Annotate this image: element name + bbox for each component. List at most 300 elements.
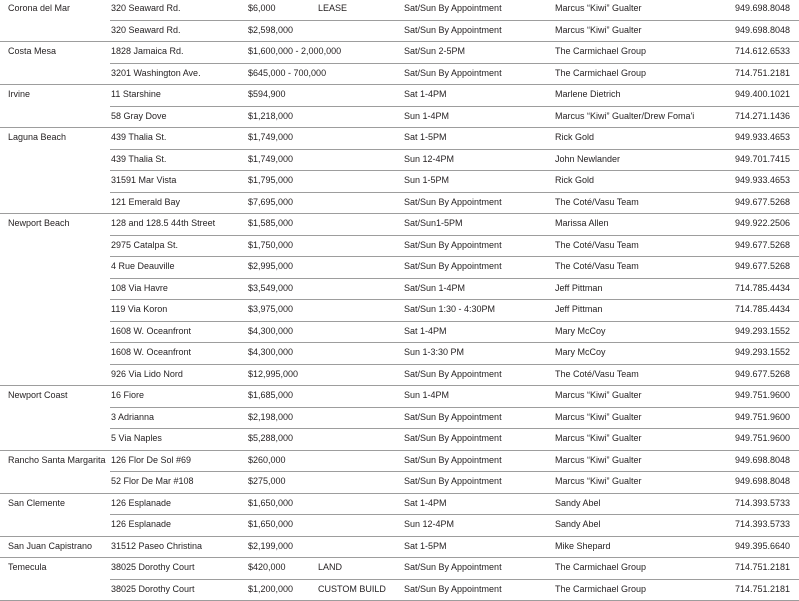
listing-open-house-time (404, 20, 555, 42)
listing-address-text: 38025 Dorothy Court (111, 562, 195, 572)
listing-type (318, 300, 404, 322)
listing-phone (723, 20, 799, 42)
listing-agent-text: Rick Gold (555, 132, 595, 142)
listing-open-house-time-text: Sun 12-4PM (404, 153, 455, 164)
listing-open-house-time (404, 106, 555, 128)
listing-open-house-time-text: Sat/Sun By Appointment (404, 261, 502, 271)
listing-phone-text: 714.785.4434 (735, 304, 791, 314)
listing-phone-text: 949.400.1021 (735, 89, 791, 99)
listing-phone-text: 949.933.4653 (735, 132, 791, 142)
listing-address-text: 31591 Mar Vista (111, 175, 177, 185)
listing-city (0, 128, 110, 150)
listing-open-house-time (404, 42, 555, 64)
listing-price (248, 536, 318, 558)
listing-price (248, 171, 318, 193)
listing-phone-text: 949.677.5268 (735, 239, 791, 250)
listing-address (110, 536, 248, 558)
listing-city-text: San Juan Capistrano (8, 540, 93, 551)
listing-price (248, 343, 318, 365)
listing-price-text: $1,650,000 (248, 497, 294, 508)
listing-address (110, 85, 248, 107)
listing-address-text: 52 Flor De Mar #108 (111, 476, 194, 486)
listing-address-text: 320 Seaward Rd. (111, 24, 181, 35)
table-row (0, 214, 799, 236)
listing-address-text: 3201 Washington Ave. (111, 67, 201, 78)
listing-type-text (318, 515, 404, 519)
listing-price (248, 407, 318, 429)
listing-phone (723, 429, 799, 451)
listing-type-text (318, 343, 404, 347)
listing-address-text: 126 Flor De Sol #69 (111, 454, 192, 465)
listing-address-text: 439 Thalia St. (111, 132, 167, 142)
listing-agent (555, 171, 723, 193)
table-row (0, 235, 799, 257)
listing-agent (555, 536, 723, 558)
listing-price (248, 472, 318, 494)
listing-agent-text: Marcus “Kiwi” Gualter (555, 454, 642, 465)
table-row (0, 429, 799, 451)
listing-phone-text: 714.751.2181 (735, 583, 791, 594)
listing-agent (555, 128, 723, 150)
listing-city-text: Corona del Mar (8, 3, 71, 13)
listing-city (0, 257, 110, 279)
listing-phone-text: 714.785.4434 (735, 282, 791, 293)
table-row (0, 472, 799, 494)
listing-open-house-time-text: Sat 1-4PM (404, 89, 447, 99)
listing-price-text: $594,900 (248, 89, 286, 99)
listing-agent-text: The Coté/Vasu Team (555, 239, 639, 250)
listing-city-text: Temecula (8, 562, 47, 572)
listing-city-text (8, 257, 110, 261)
listing-address-text: 1608 W. Oceanfront (111, 325, 192, 336)
listing-agent-text: Marcus “Kiwi” Gualter (555, 476, 642, 486)
listing-price (248, 149, 318, 171)
listing-city-text (8, 472, 110, 476)
listing-address-text: 38025 Dorothy Court (111, 583, 195, 594)
listing-address (110, 63, 248, 85)
listing-open-house-time (404, 278, 555, 300)
table-row (0, 386, 799, 408)
listing-phone (723, 63, 799, 85)
listing-address (110, 128, 248, 150)
listing-city (0, 214, 110, 236)
listing-price-text: $1,749,000 (248, 153, 294, 164)
listing-open-house-time (404, 63, 555, 85)
listing-open-house-time-text: Sat/Sun By Appointment (404, 24, 502, 35)
listing-price (248, 257, 318, 279)
listing-city (0, 579, 110, 601)
listing-type-text (318, 279, 404, 283)
listing-address-text: 2975 Catalpa St. (111, 239, 179, 250)
listing-agent (555, 63, 723, 85)
listing-phone-text: 949.395.6640 (735, 540, 791, 551)
listing-phone-text: 949.698.8048 (735, 24, 791, 35)
table-row (0, 364, 799, 386)
listing-phone-text: 714.393.5733 (735, 497, 791, 508)
listing-agent (555, 321, 723, 343)
listing-open-house-time (404, 364, 555, 386)
listing-open-house-time-text: Sat/Sun By Appointment (404, 583, 502, 594)
listing-price (248, 192, 318, 214)
listing-type (318, 20, 404, 42)
listing-type-text (318, 429, 404, 433)
listing-address-text: 126 Esplanade (111, 497, 172, 508)
listing-open-house-time (404, 407, 555, 429)
listing-agent (555, 386, 723, 408)
listing-address-text: 926 Via Lido Nord (111, 368, 183, 379)
listing-city (0, 429, 110, 451)
table-row (0, 149, 799, 171)
listing-address (110, 364, 248, 386)
listing-open-house-time (404, 0, 555, 20)
listing-type (318, 493, 404, 515)
listing-address (110, 300, 248, 322)
listing-address (110, 386, 248, 408)
listing-open-house-time (404, 300, 555, 322)
listing-city (0, 493, 110, 515)
listing-city (0, 472, 110, 494)
table-row (0, 42, 799, 64)
listing-phone (723, 300, 799, 322)
listing-open-house-time (404, 579, 555, 601)
listing-price (248, 450, 318, 472)
listing-city-text (8, 407, 110, 411)
listing-city-text: Rancho Santa Margarita (8, 454, 106, 465)
listing-type-text (318, 386, 404, 390)
listing-price-text: $7,695,000 (248, 196, 294, 207)
listing-address (110, 20, 248, 42)
listing-open-house-time (404, 472, 555, 494)
listing-price (248, 20, 318, 42)
listing-type (318, 171, 404, 193)
listing-agent-text: Marlene Dietrich (555, 89, 621, 99)
listing-price-text: $1,650,000 (248, 519, 294, 529)
listing-phone-text: 949.677.5268 (735, 368, 791, 379)
listing-address (110, 235, 248, 257)
listing-open-house-time (404, 321, 555, 343)
listing-type-text (318, 193, 404, 197)
listing-address (110, 343, 248, 365)
listing-type (318, 235, 404, 257)
listing-phone (723, 85, 799, 107)
listing-agent-text: Mike Shepard (555, 540, 611, 551)
listing-city (0, 407, 110, 429)
table-row (0, 579, 799, 601)
listing-agent (555, 450, 723, 472)
listing-phone-text: 949.677.5268 (735, 261, 791, 271)
listing-agent-text: Sandy Abel (555, 497, 601, 508)
listing-phone (723, 257, 799, 279)
listing-open-house-time-text: Sun 1-4PM (404, 390, 450, 400)
listing-type (318, 149, 404, 171)
table-row (0, 343, 799, 365)
listing-type (318, 343, 404, 365)
listing-phone (723, 536, 799, 558)
listing-price-text: $2,995,000 (248, 261, 294, 271)
listing-price-text: $12,995,000 (248, 368, 299, 379)
listing-phone-text: 949.751.9600 (735, 390, 791, 400)
listing-agent (555, 472, 723, 494)
listing-open-house-time (404, 493, 555, 515)
listing-city-text: Costa Mesa (8, 46, 57, 56)
listing-city-text (8, 235, 110, 239)
listing-phone (723, 235, 799, 257)
listing-open-house-time (404, 429, 555, 451)
listing-address (110, 0, 248, 20)
listing-open-house-time (404, 214, 555, 236)
listing-city (0, 278, 110, 300)
listing-phone-text: 949.922.2506 (735, 218, 791, 228)
listing-agent-text: The Carmichael Group (555, 562, 647, 572)
listing-address (110, 149, 248, 171)
listing-city (0, 63, 110, 85)
listing-type-text (318, 472, 404, 476)
listing-address (110, 429, 248, 451)
listing-address (110, 558, 248, 580)
listing-agent-text: The Carmichael Group (555, 67, 647, 78)
listing-type-text (318, 214, 404, 218)
listing-address-text: 108 Via Havre (111, 282, 168, 293)
listing-address (110, 321, 248, 343)
listing-price (248, 579, 318, 601)
listing-type (318, 85, 404, 107)
listing-type-text (318, 257, 404, 261)
listing-price-text: $260,000 (248, 454, 286, 465)
listing-open-house-time-text: Sat/Sun By Appointment (404, 476, 502, 486)
listing-type-text (318, 171, 404, 175)
listing-phone (723, 0, 799, 20)
listing-open-house-time (404, 192, 555, 214)
listing-type (318, 429, 404, 451)
listing-phone (723, 128, 799, 150)
listing-price-text: $1,218,000 (248, 110, 294, 121)
listing-phone (723, 472, 799, 494)
listing-open-house-time-text: Sat/Sun 2-5PM (404, 46, 466, 56)
listing-type-text (318, 107, 404, 111)
listing-open-house-time-text: Sat/Sun By Appointment (404, 196, 502, 207)
listing-city-text: Laguna Beach (8, 132, 67, 142)
listing-agent (555, 493, 723, 515)
listing-agent (555, 42, 723, 64)
listing-agent-text: Rick Gold (555, 175, 595, 185)
table-row (0, 85, 799, 107)
listing-type-text (318, 150, 404, 154)
listing-city-text: Newport Coast (8, 390, 68, 400)
listing-agent (555, 85, 723, 107)
listing-city (0, 450, 110, 472)
listing-type (318, 128, 404, 150)
listing-type-text (318, 21, 404, 25)
listing-type-text (318, 537, 404, 541)
listing-price-text: $1,600,000 - 2,000,000 (248, 46, 342, 56)
listing-type (318, 579, 404, 601)
listing-price-text: $3,549,000 (248, 282, 294, 293)
listing-city (0, 149, 110, 171)
listing-open-house-time (404, 536, 555, 558)
listing-price (248, 106, 318, 128)
listing-city (0, 321, 110, 343)
listing-agent (555, 0, 723, 20)
listing-address (110, 515, 248, 537)
listing-type-text (318, 300, 404, 304)
table-row (0, 0, 799, 20)
listing-phone (723, 450, 799, 472)
listing-phone-text: 949.677.5268 (735, 196, 791, 207)
listing-agent (555, 407, 723, 429)
table-row (0, 515, 799, 537)
table-row (0, 450, 799, 472)
listing-price-text: $3,975,000 (248, 304, 294, 314)
listing-type (318, 278, 404, 300)
listing-phone (723, 106, 799, 128)
listing-city-text (8, 20, 110, 24)
listing-price-text: $275,000 (248, 476, 286, 486)
listing-city-text (8, 106, 110, 110)
listing-phone (723, 343, 799, 365)
listing-address (110, 493, 248, 515)
listing-type (318, 386, 404, 408)
table-row (0, 536, 799, 558)
table-row (0, 192, 799, 214)
listing-city (0, 0, 110, 20)
listing-phone (723, 171, 799, 193)
listing-agent-text: Marcus “Kiwi” Gualter (555, 390, 642, 400)
listing-price (248, 0, 318, 20)
listing-type-text: LEASE (318, 3, 348, 13)
listing-city (0, 515, 110, 537)
table-row (0, 63, 799, 85)
listing-price (248, 558, 318, 580)
listing-agent-text: Marcus “Kiwi” Gualter/Drew Foma'i (555, 110, 695, 121)
listing-price (248, 493, 318, 515)
listing-price (248, 321, 318, 343)
listing-address-text: 16 Fiore (111, 390, 145, 400)
listing-price-text: $420,000 (248, 562, 286, 572)
listing-city (0, 300, 110, 322)
listing-type-text (318, 494, 404, 498)
listing-city (0, 343, 110, 365)
listing-price (248, 128, 318, 150)
listing-type (318, 214, 404, 236)
listing-agent (555, 257, 723, 279)
listing-type-text (318, 64, 404, 68)
listing-open-house-time (404, 149, 555, 171)
listing-open-house-time (404, 450, 555, 472)
listing-phone-text: 949.293.1552 (735, 347, 791, 357)
listing-open-house-time-text: Sat/Sun By Appointment (404, 562, 502, 572)
listing-agent-text: Mary McCoy (555, 325, 606, 336)
listing-price (248, 300, 318, 322)
listing-agent-text: Marcus “Kiwi” Gualter (555, 3, 642, 13)
listing-agent (555, 300, 723, 322)
listing-address-text: 119 Via Koron (111, 304, 168, 314)
listing-agent (555, 429, 723, 451)
listing-address-text: 4 Rue Deauville (111, 261, 175, 271)
listing-price-text: $1,795,000 (248, 175, 294, 185)
listing-address (110, 579, 248, 601)
listing-open-house-time-text: Sat/Sun By Appointment (404, 411, 502, 422)
listing-price-text: $4,300,000 (248, 325, 294, 336)
listing-phone (723, 579, 799, 601)
listing-open-house-time-text: Sat/Sun By Appointment (404, 239, 502, 250)
listing-price (248, 364, 318, 386)
listing-city (0, 536, 110, 558)
listing-phone-text: 949.933.4653 (735, 175, 791, 185)
listing-phone (723, 364, 799, 386)
listing-type (318, 106, 404, 128)
listing-open-house-time-text: Sat/Sun By Appointment (404, 67, 502, 78)
listing-address-text: 58 Gray Dove (111, 110, 167, 121)
listing-agent-text: Marcus “Kiwi” Gualter (555, 24, 642, 35)
listing-agent (555, 579, 723, 601)
listing-open-house-time-text: Sat/Sun By Appointment (404, 3, 502, 13)
listing-type (318, 515, 404, 537)
listing-city-text (8, 171, 110, 175)
listing-open-house-time-text: Sun 12-4PM (404, 519, 455, 529)
listing-phone (723, 192, 799, 214)
listing-open-house-time-text: Sat/Sun 1:30 - 4:30PM (404, 304, 496, 314)
listing-price (248, 42, 342, 64)
listing-type (318, 407, 404, 429)
listing-type-text (318, 128, 404, 132)
listing-city (0, 235, 110, 257)
listing-price-text: $5,288,000 (248, 433, 294, 443)
listing-phone-text: 949.698.8048 (735, 3, 791, 13)
listing-type (318, 472, 404, 494)
listing-agent-text: John Newlander (555, 153, 621, 164)
listing-open-house-time-text: Sat/Sun By Appointment (404, 454, 502, 465)
listing-open-house-time-text: Sat 1-5PM (404, 132, 447, 142)
listing-city (0, 20, 110, 42)
listing-address-text: 31512 Paseo Christina (111, 540, 203, 551)
listing-phone-text: 949.293.1552 (735, 325, 791, 336)
listing-price-text: $4,300,000 (248, 347, 294, 357)
listing-price (248, 515, 318, 537)
listing-agent (555, 106, 723, 128)
listing-address-text: 121 Emerald Bay (111, 196, 181, 207)
listing-price-text: $6,000 (248, 3, 276, 13)
listing-city-text (8, 321, 110, 325)
listing-agent (555, 515, 723, 537)
table-row (0, 407, 799, 429)
listing-open-house-time (404, 343, 555, 365)
listing-city-text (8, 192, 110, 196)
listing-phone (723, 321, 799, 343)
listing-phone (723, 278, 799, 300)
listing-open-house-time-text: Sun 1-5PM (404, 175, 450, 185)
listing-address (110, 278, 248, 300)
listing-address-text: 3 Adrianna (111, 411, 155, 422)
listing-phone-text: 949.751.9600 (735, 411, 791, 422)
listing-city-text (8, 63, 110, 67)
listing-city-text: Newport Beach (8, 218, 70, 228)
table-row (0, 558, 799, 580)
listing-agent (555, 214, 723, 236)
listing-type-text (318, 322, 404, 326)
listing-open-house-time-text: Sun 1-4PM (404, 110, 450, 121)
listing-open-house-time (404, 257, 555, 279)
table-row (0, 300, 799, 322)
listing-price-text: $2,598,000 (248, 24, 294, 35)
listing-phone-text: 714.751.2181 (735, 562, 791, 572)
listing-phone (723, 42, 799, 64)
listing-type-text (318, 85, 404, 89)
listing-address-text: 126 Esplanade (111, 519, 172, 529)
listing-city-text (8, 364, 110, 368)
listing-agent (555, 343, 723, 365)
listing-city-text (8, 343, 110, 347)
listing-type (318, 364, 404, 386)
